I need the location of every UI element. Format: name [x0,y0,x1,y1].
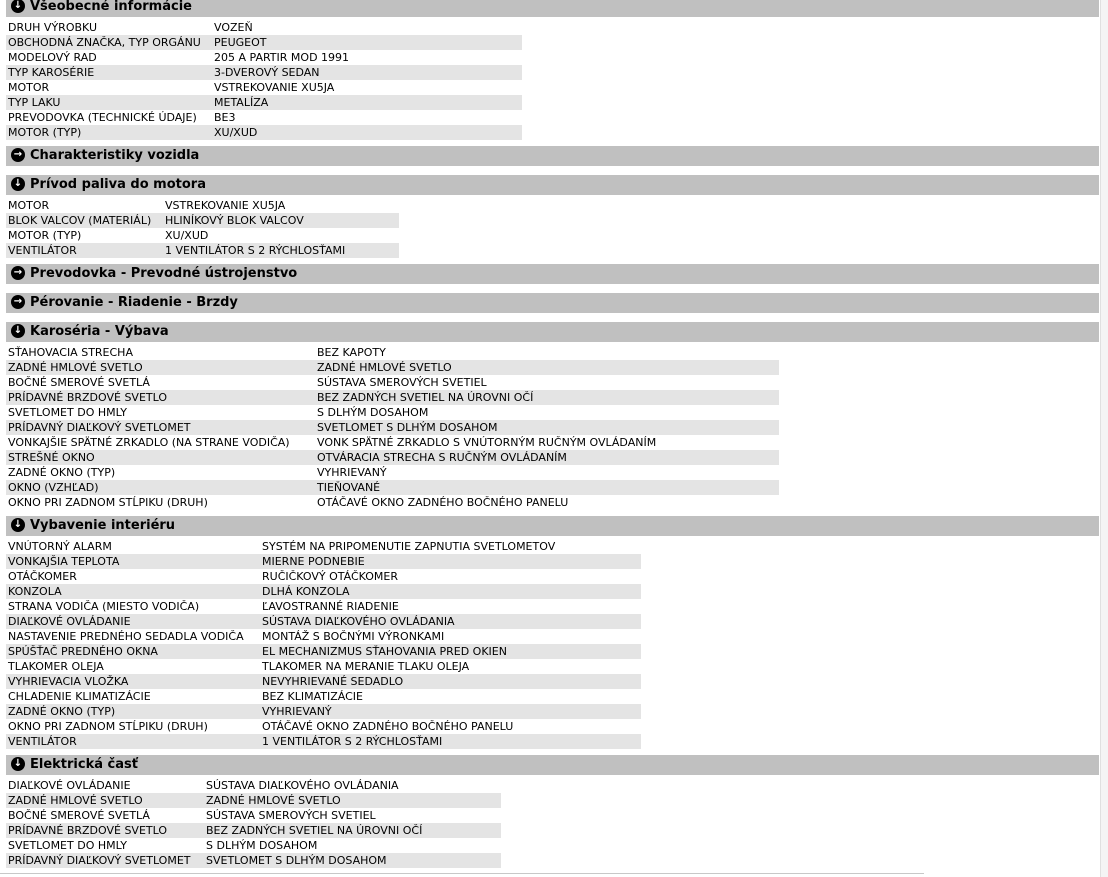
spec-label: VNÚTORNÝ ALARM [8,540,112,553]
table-row [6,450,779,465]
spec-value: EL MECHANIZMUS SŤAHOVANIA PRED OKIEN [260,644,641,659]
spec-label: PRÍDAVNÉ BRZDOVÉ SVETLO [6,390,315,405]
section-header[interactable] [6,0,1099,17]
spec-label: DRUH VÝROBKU [8,21,97,34]
spec-table [6,345,779,510]
arrow-down-circle-icon: ↓ [11,324,25,338]
spec-label: VYHRIEVACIA VLOŽKA [6,674,260,689]
table-row [6,375,779,390]
spec-value: VONK SPÄTNÉ ZRKADLO S VNÚTORNÝM RUČNÝM OVLÁDANÍM [317,436,657,449]
table-row [6,823,501,838]
table-row [6,778,501,793]
table-row [6,569,641,584]
table-row [6,345,779,360]
spec-label: MOTOR (TYP) [6,125,212,140]
spec-label: VENTILÁTOR [6,243,163,258]
section-header[interactable] [6,175,1099,195]
section-title: Vybavenie interiéru [30,518,176,533]
table-row [6,50,522,65]
spec-value: SÚSTAVA DIAĽKOVÉHO OVLÁDANIA [260,614,641,629]
spec-label: MODELOVÝ RAD [8,51,97,64]
section-header[interactable] [6,322,1099,342]
table-row [6,539,641,554]
table-row [6,65,522,80]
table-row [6,198,399,213]
table-row [6,659,641,674]
spec-value: XU/XUD [165,229,209,242]
spec-label: CHLADENIE KLIMATIZÁCIE [8,690,151,703]
table-row [6,435,779,450]
spec-value: RUČIČKOVÝ OTÁČKOMER [262,570,399,583]
table-row [6,554,641,569]
table-row [6,629,641,644]
arrow-down-circle-icon: ↓ [11,0,25,13]
table-row [6,390,779,405]
spec-label: OKNO PRI ZADNOM STĹPIKU (DRUH) [8,720,208,733]
spec-value: 205 A PARTIR MOD 1991 [214,51,350,64]
table-row [6,420,779,435]
table-row [6,853,501,868]
spec-label: ZADNÉ HMLOVÉ SVETLO [6,360,315,375]
spec-label: OTÁČKOMER [8,570,77,583]
right-scroll-edge[interactable] [1100,0,1108,877]
spec-label: SVETLOMET DO HMLY [8,406,128,419]
spec-label: STREŠNÉ OKNO [6,450,315,465]
spec-value: SÚSTAVA SMEROVÝCH SVETIEL [206,809,376,822]
table-row [6,495,779,510]
spec-label: BLOK VALCOV (MATERIÁL) [6,213,163,228]
spec-label: VENTILÁTOR [6,734,260,749]
spec-value: 1 VENTILÁTOR S 2 RÝCHLOSŤAMI [163,243,399,258]
spec-label: TLAKOMER OLEJA [8,660,104,673]
table-row [6,35,522,50]
spec-value: VYHRIEVANÝ [260,704,641,719]
spec-value: SVETLOMET S DLHÝM DOSAHOM [315,420,779,435]
section-header[interactable] [6,516,1099,536]
table-row [6,243,399,258]
spec-value: SÚSTAVA DIAĽKOVÉHO OVLÁDANIA [206,779,399,792]
spec-label: SŤAHOVACIA STRECHA [8,346,133,359]
spec-value: VYHRIEVANÝ [317,466,387,479]
spec-label: MOTOR [8,199,50,212]
table-row [6,674,641,689]
spec-value: BEZ ZADNÝCH SVETIEL NA ÚROVNI OČÍ [204,823,501,838]
arrow-down-circle-icon: ↓ [11,177,25,191]
table-row [6,110,522,125]
spec-value: ZADNÉ HMLOVÉ SVETLO [204,793,501,808]
spec-label: KONZOLA [6,584,260,599]
table-row [6,228,399,243]
spec-value: XU/XUD [212,125,522,140]
spec-value: ĽAVOSTRANNÉ RIADENIE [262,600,399,613]
spec-value: VSTREKOVANIE XU5JA [165,199,286,212]
table-row [6,20,522,35]
spec-label: MOTOR [8,81,50,94]
section-header[interactable] [6,146,1099,166]
arrow-right-circle-icon: → [11,295,25,309]
spec-label: VONKAJŠIE SPÄTNÉ ZRKADLO (NA STRANE VODIČA) [8,436,290,449]
spec-value: TLAKOMER NA MERANIE TLAKU OLEJA [262,660,470,673]
table-row [6,95,522,110]
spec-value: ZADNÉ HMLOVÉ SVETLO [315,360,779,375]
spec-value: S DLHÝM DOSAHOM [317,406,429,419]
spec-label: PRÍDAVNÉ BRZDOVÉ SVETLO [6,823,204,838]
spec-label: PRÍDAVNÝ DIAĽKOVÝ SVETLOMET [6,420,315,435]
table-row [6,719,641,734]
spec-value: S DLHÝM DOSAHOM [206,839,318,852]
table-row [6,405,779,420]
spec-table [6,20,522,140]
spec-value: BE3 [214,111,236,124]
arrow-down-circle-icon: ↓ [11,518,25,532]
arrow-right-circle-icon: → [11,266,25,280]
bottom-divider [0,873,924,874]
section-header[interactable] [6,755,1099,775]
spec-label: DIAĽKOVÉ OVLÁDANIE [8,779,131,792]
spec-value: BEZ KLIMATIZÁCIE [262,690,363,703]
spec-value: OTVÁRACIA STRECHA S RUČNÝM OVLÁDANÍM [315,450,779,465]
spec-value: MONTÁŽ S BOČNÝMI VÝRONKAMI [262,630,445,643]
section-title: Karoséria - Výbava [30,324,169,339]
spec-value: 3-DVEROVÝ SEDAN [212,65,522,80]
spec-label: VONKAJŠIA TEPLOTA [6,554,260,569]
bottom-white-box [924,848,1100,877]
spec-value: MIERNE PODNEBIE [260,554,641,569]
table-row [6,808,501,823]
spec-value: HLINÍKOVÝ BLOK VALCOV [163,213,399,228]
spec-table [6,198,399,258]
arrow-right-circle-icon: → [11,148,25,162]
table-row [6,360,779,375]
spec-value: TIEŇOVANÉ [315,480,779,495]
spec-value: METALÍZA [212,95,522,110]
spec-value: BEZ KAPOTY [317,346,386,359]
section-header[interactable] [6,264,1099,284]
spec-label: DIAĽKOVÉ OVLÁDANIE [6,614,260,629]
spec-table [6,539,641,749]
table-row [6,734,641,749]
spec-value: SVETLOMET S DLHÝM DOSAHOM [204,853,501,868]
spec-label: ZADNÉ OKNO (TYP) [8,466,116,479]
table-row [6,125,522,140]
spec-label: BOČNÉ SMEROVÉ SVETLÁ [8,376,150,389]
spec-label: OBCHODNÁ ZNAČKA, TYP ORGÁNU [6,35,212,50]
arrow-down-circle-icon: ↓ [11,757,25,771]
table-row [6,838,501,853]
spec-value: VOZEŇ [214,21,253,34]
section-title: Prívod paliva do motora [30,177,206,192]
spec-label: ZADNÉ HMLOVÉ SVETLO [6,793,204,808]
spec-label: TYP KAROSÉRIE [6,65,212,80]
table-row [6,793,501,808]
spec-value: SÚSTAVA SMEROVÝCH SVETIEL [317,376,487,389]
spec-label: BOČNÉ SMEROVÉ SVETLÁ [8,809,150,822]
section-header[interactable] [6,293,1099,313]
table-row [6,689,641,704]
spec-label: STRANA VODIČA (MIESTO VODIČA) [8,600,200,613]
spec-value: DLHÁ KONZOLA [260,584,641,599]
spec-table [6,778,501,868]
section-title: Všeobecné informácie [30,0,192,14]
table-row [6,704,641,719]
section-title: Prevodovka - Prevodné ústrojenstvo [30,266,298,281]
spec-value: PEUGEOT [212,35,522,50]
table-row [6,644,641,659]
spec-label: MOTOR (TYP) [8,229,82,242]
spec-value: BEZ ZADNÝCH SVETIEL NA ÚROVNI OČÍ [315,390,779,405]
table-row [6,584,641,599]
spec-label: ZADNÉ OKNO (TYP) [6,704,260,719]
table-row [6,465,779,480]
spec-value: OTÁČAVÉ OKNO ZADNÉHO BOČNÉHO PANELU [262,720,514,733]
spec-value: 1 VENTILÁTOR S 2 RÝCHLOSŤAMI [260,734,641,749]
table-row [6,213,399,228]
spec-label: TYP LAKU [6,95,212,110]
section-title: Elektrická časť [30,757,138,772]
spec-value: OTÁČAVÉ OKNO ZADNÉHO BOČNÉHO PANELU [317,496,569,509]
spec-label: SPÚŠŤAČ PREDNÉHO OKNA [6,644,260,659]
spec-label: PREVODOVKA (TECHNICKÉ ÚDAJE) [8,111,197,124]
table-row [6,480,779,495]
table-row [6,599,641,614]
spec-label: OKNO (VZHĽAD) [6,480,315,495]
table-row [6,80,522,95]
spec-value: NEVYHRIEVANÉ SEDADLO [260,674,641,689]
section-title: Charakteristiky vozidla [30,148,200,163]
spec-value: SYSTÉM NA PRIPOMENUTIE ZAPNUTIA SVETLOMETOV [262,540,556,553]
spec-label: OKNO PRI ZADNOM STĹPIKU (DRUH) [8,496,208,509]
section-title: Pérovanie - Riadenie - Brzdy [30,295,238,310]
spec-value: VSTREKOVANIE XU5JA [214,81,335,94]
spec-label: PRÍDAVNÝ DIAĽKOVÝ SVETLOMET [6,853,204,868]
table-row [6,614,641,629]
spec-label: NASTAVENIE PREDNÉHO SEDADLA VODIČA [8,630,244,643]
spec-label: SVETLOMET DO HMLY [8,839,128,852]
